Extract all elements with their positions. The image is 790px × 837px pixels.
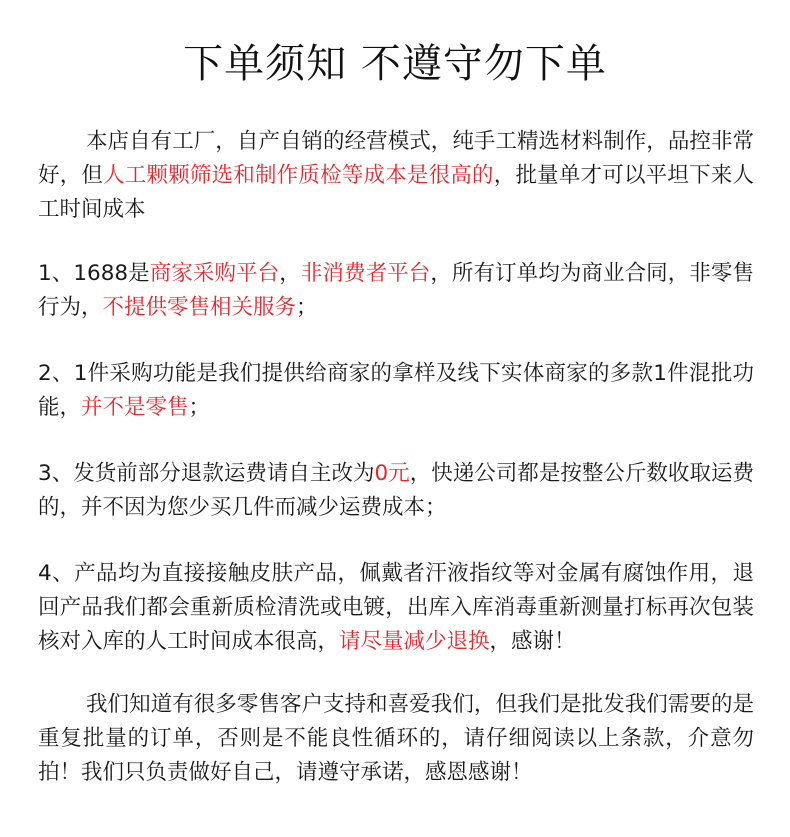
highlight-text: 0元 (374, 461, 410, 486)
text-run: 我们知道有很多零售客户支持和喜爱我们，但我们是批发我们需要的是重复批量的订单，否则是不能良性循环的，请仔细阅读以上条款，介意勿拍！我们只负责做好自己，请遵守承诺，感恩感谢！ (38, 692, 754, 785)
text-run: 1、1688是 (38, 261, 150, 286)
text-run: 3、发货前部分退款运费请自主改为 (38, 461, 375, 486)
text-run: ，批量单才可以平坦下来人工时间成本 (38, 163, 754, 222)
text-run: 4、产品均为直接接触皮肤产品，佩戴者汗液指纹等对金属有腐蚀作用，退回产品我们都会重新质检清洗或电镀，出库入库消毒重新测量打标再次包装核对入库的人工时间成本很高， (38, 561, 754, 654)
highlight-text: 请尽量减少退换 (339, 629, 490, 654)
highlight-text: 并不是零售 (81, 395, 189, 420)
text-run: ，所有订单均为商业合同，非零售行为， (38, 261, 754, 320)
text-run: ； (188, 395, 211, 420)
text-run: 2、1件采购功能是我们提供给商家的拿样及线下实体商家的多款1件混批功能， (38, 361, 754, 420)
text-run: ，快递公司都是按整公斤数收取运费的，并不因为您少买几件而减少运费成本； (38, 461, 754, 520)
highlight-text: 不提供零售相关服务 (102, 295, 297, 320)
rule-item-3 (38, 457, 754, 525)
closing-paragraph (38, 688, 754, 790)
intro-paragraph (38, 125, 754, 227)
highlight-text: 商家采购平台 (149, 261, 280, 286)
rule-item-2 (38, 357, 754, 425)
text-run: ， (279, 261, 301, 286)
text-run: ； (296, 295, 318, 320)
text-run: 本店自有工厂，自产自销的经营模式，纯手工精选材料制作，品控非常好，但 (38, 129, 754, 188)
rule-item-1 (38, 257, 754, 325)
highlight-text: 非消费者平台 (300, 261, 431, 286)
highlight-text: 人工颗颗筛选和制作质检等成本是很高的 (103, 163, 494, 188)
page-title: 下单须知 不遵守勿下单 (183, 41, 607, 87)
text-run: ，感谢！ (489, 629, 576, 654)
rule-item-4 (38, 557, 754, 659)
